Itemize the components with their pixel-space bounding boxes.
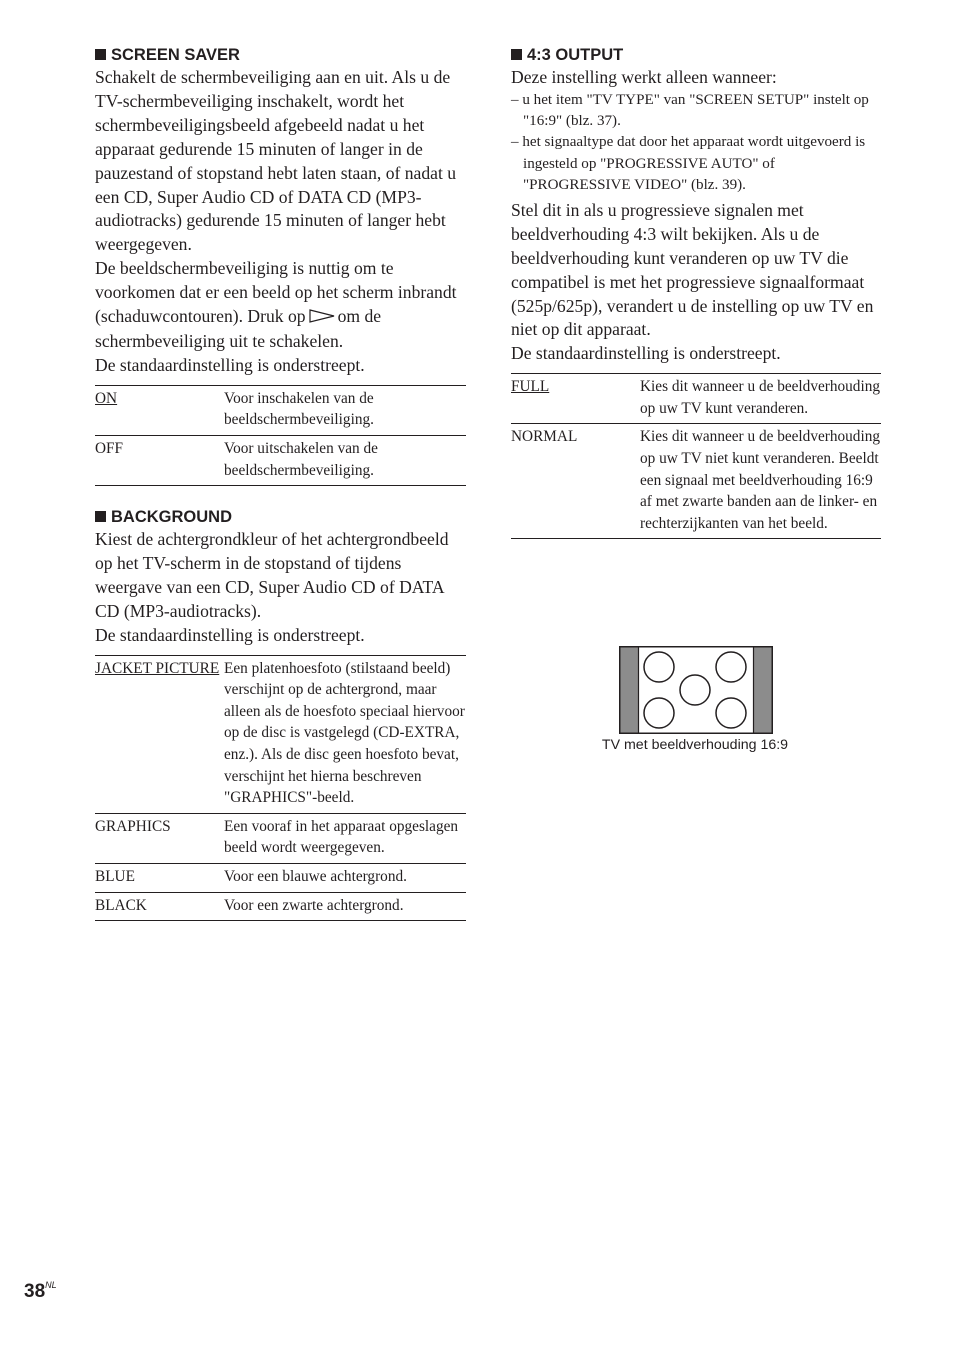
output43-options-table <box>511 373 881 539</box>
page-language-suffix: NL <box>45 1280 57 1290</box>
output43-intro: Deze instelling werkt alleen wanneer: <box>511 67 777 87</box>
table-row <box>511 424 881 539</box>
output43-bullet-1: – u het item "TV TYPE" van "SCREEN SETUP" instelt op "16:9" (blz. 37). <box>511 91 869 130</box>
option-desc: Voor een blauwe achtergrond. <box>224 868 407 886</box>
tv-16-9-with-side-bars-icon <box>619 646 773 734</box>
option-desc: Voor een zwarte achtergrond. <box>224 896 404 914</box>
page-number: $38^{NL}$ <box>24 1280 57 1302</box>
table-row <box>95 385 466 435</box>
square-bullet-icon <box>95 511 106 522</box>
screen-saver-heading: SCREEN SAVER <box>95 44 466 66</box>
option-key: JACKET PICTURE <box>95 659 220 677</box>
right-column <box>511 44 881 539</box>
option-key: ON <box>95 389 118 407</box>
background-section <box>95 506 466 921</box>
option-desc: Voor uitschakelen van de beeldschermbeveiliging. <box>224 439 378 479</box>
screen-saver-para2: De beeldschermbeveiliging is nuttig om te voorkomen dat er een beeld op het scherm inbrandt (schaduwcontouren). Druk op om de schermbeveiliging uit te schakelen. <box>95 258 457 351</box>
option-key: OFF <box>95 439 124 457</box>
option-key: NORMAL <box>511 428 578 446</box>
screen-saver-default-note: De standaardinstelling is onderstreept. <box>95 354 365 375</box>
option-desc: Voor inschakelen van de beeldschermbeveiliging. <box>224 389 374 429</box>
screen-saver-options-table <box>95 385 466 486</box>
table-row <box>95 864 466 893</box>
output43-section <box>511 44 881 539</box>
square-bullet-icon <box>511 49 522 60</box>
left-column <box>95 44 466 921</box>
screen-saver-section <box>95 44 466 486</box>
option-key: BLUE <box>95 868 135 886</box>
option-key: GRAPHICS <box>95 817 171 835</box>
background-default-note: De standaardinstelling is onderstreept. <box>95 624 365 645</box>
table-row <box>95 655 466 813</box>
background-heading: BACKGROUND <box>95 506 466 528</box>
output43-bullet-2: – het signaaltype dat door het apparaat wordt uitgevoerd is ingesteld op "PROGRESSIVE AUTO" of "PROGRESSIVE VIDEO" (blz. 39). <box>511 134 866 193</box>
output43-heading: 4:3 OUTPUT <box>511 44 881 66</box>
table-row <box>95 435 466 485</box>
option-key: FULL <box>511 378 550 396</box>
table-row <box>95 813 466 863</box>
option-key: BLACK <box>95 896 147 914</box>
background-options-table <box>95 655 466 922</box>
option-desc: Kies dit wanneer u de beeldverhouding op uw TV niet kunt veranderen. Beeldt een signaal met beeldverhouding 16:9 af met zwarte banden aan de linker- en rechterzijkanten van het beeld. <box>640 428 880 532</box>
output43-para1: Stel dit in als u progressieve signalen met beeldverhouding 4:3 wilt bekijken. Als u de beeldverhouding kunt veranderen op uw TV die compatibel is met het progressieve signaalformaat (525p/625p), verandert u de instelling op uw TV en niet op dit apparaat. <box>511 199 874 340</box>
table-row <box>511 374 881 424</box>
background-para1: Kiest de achtergrondkleur of het achtergrondbeeld op het TV-scherm in de stopstand of tijdens weergave van een CD, Super Audio CD of DATA CD (MP3-audiotracks). <box>95 529 449 621</box>
tv-16-9-diagram <box>619 646 773 734</box>
screen-saver-para1: Schakelt de schermbeveiliging aan en uit. Als u de TV-schermbeveiliging inschakelt, wordt het schermbeveiligingsbeeld afgebeeld nadat u het apparaat gedurende 15 minuten of langer in de pauzestand of stopstand hebt laten staan, of nadat u een CD, Super Audio CD of DATA CD (MP3-audiotracks) gedurende 15 minuten of langer hebt weergegeven. <box>95 67 457 255</box>
option-desc: Een platenhoesfoto (stilstaand beeld) verschijnt op de achtergrond, maar alleen als de hoesfoto speciaal hiervoor op de disc is vastgelegd (CD-EXTRA, enz.). Als de disc geen hoesfoto bevat, verschijnt het hierna beschreven "GRAPHICS"-beeld. <box>224 659 465 807</box>
output43-default-note: De standaardinstelling is onderstreept. <box>511 343 781 364</box>
play-button-icon <box>309 306 335 330</box>
table-row <box>95 892 466 921</box>
diagram-caption: TV met beeldverhouding 16:9 <box>601 737 789 753</box>
square-bullet-icon <box>95 49 106 60</box>
option-desc: Een vooraf in het apparaat opgeslagen beeld wordt weergegeven. <box>224 817 459 857</box>
option-desc: Kies dit wanneer u de beeldverhouding op uw TV kunt veranderen. <box>640 378 880 417</box>
